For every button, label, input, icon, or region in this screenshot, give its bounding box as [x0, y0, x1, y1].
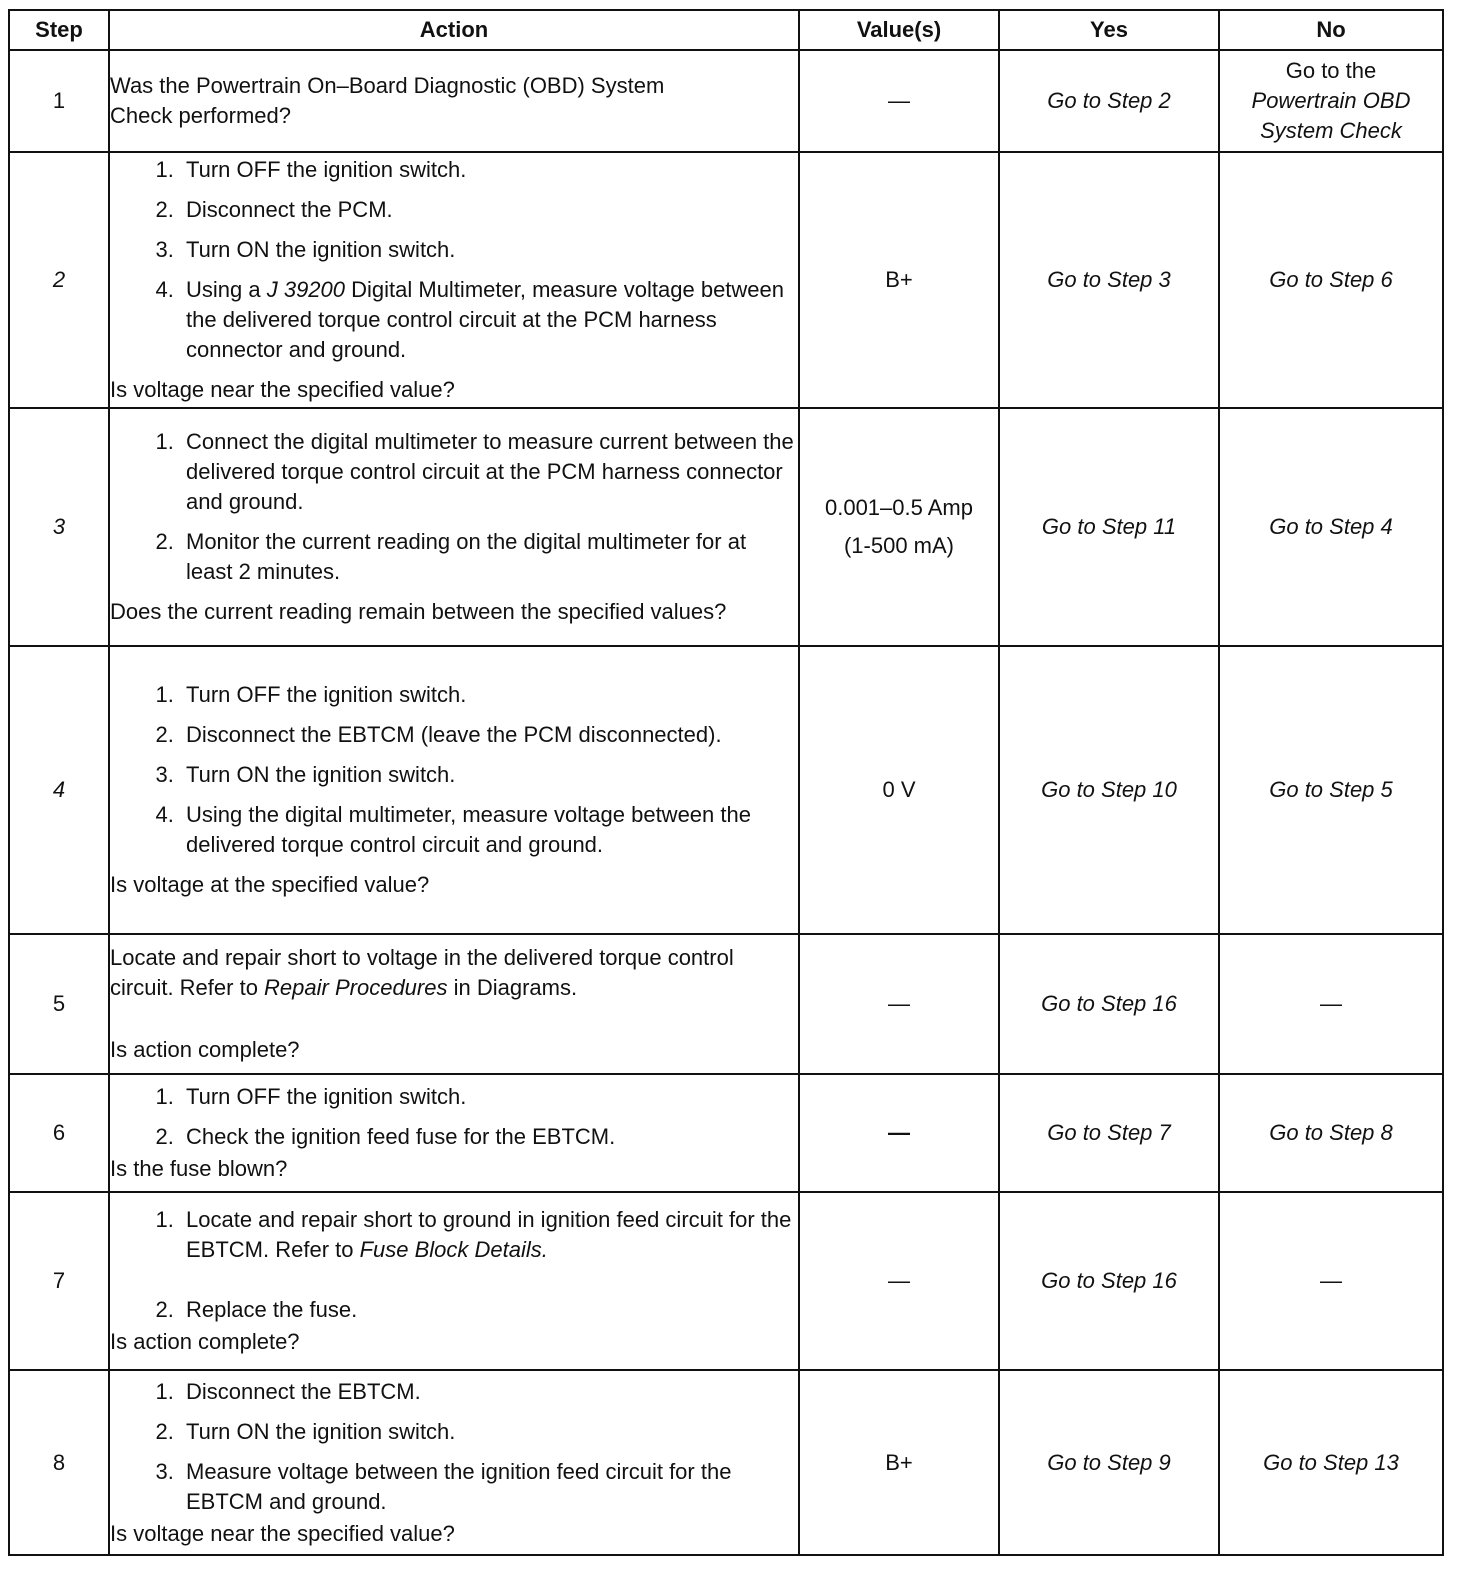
no-cell: Go to Step 6	[1219, 152, 1443, 408]
action-step: 3. Turn ON the ignition switch.	[180, 235, 798, 265]
action-step	[180, 1205, 798, 1265]
value-cell: B+	[799, 1370, 999, 1555]
action-text: Digital Multimeter, measure voltage between the delivered torque control circuit at the PCM harness connector and ground.	[186, 277, 785, 362]
action-step: 2. Turn ON the ignition switch.	[180, 1417, 798, 1447]
reference-link-text: Fuse Block Details.	[359, 1237, 548, 1262]
no-cell: Go to Step 5	[1219, 646, 1443, 934]
yes-cell: Go to Step 7	[999, 1074, 1219, 1192]
action-step: 2. Check the ignition feed fuse for the EBTCM.	[180, 1122, 798, 1152]
no-line: System Check	[1260, 118, 1402, 143]
yes-cell: Go to Step 2	[999, 50, 1219, 152]
action-step: 2. Disconnect the EBTCM (leave the PCM disconnected).	[180, 720, 798, 750]
action-step: 2. Monitor the current reading on the digital multimeter for at least 2 minutes.	[180, 527, 798, 587]
action-step: 2. Replace the fuse.	[180, 1295, 798, 1325]
action-steps	[110, 155, 798, 365]
question-text: Is action complete?	[110, 1037, 300, 1062]
header-step: Step	[9, 10, 109, 50]
table-row	[9, 934, 1443, 1074]
action-steps	[110, 427, 798, 587]
header-row	[9, 10, 1443, 50]
action-text-part: Locate and repair short to ground in ignition feed circuit for the EBTCM. Refer to	[186, 1207, 792, 1262]
value-line: (1-500 mA)	[843, 533, 955, 558]
value-cell: —	[799, 1074, 999, 1192]
question-text: Is the fuse blown?	[110, 1156, 288, 1181]
step-number: 7	[9, 1192, 109, 1370]
action-step: 1. Turn OFF the ignition switch.	[180, 1082, 798, 1112]
action-cell	[109, 646, 799, 934]
action-steps	[110, 1377, 798, 1517]
action-step: 4. Using the digital multimeter, measure voltage between the delivered torque control circuit and ground.	[180, 800, 798, 860]
step-number: 2	[9, 152, 109, 408]
yes-cell: Go to Step 16	[999, 1192, 1219, 1370]
reference-link-text: Repair Procedures	[264, 975, 448, 1000]
no-cell: Go to Step 4	[1219, 408, 1443, 646]
action-cell	[109, 152, 799, 408]
action-step: 3. Turn ON the ignition switch.	[180, 760, 798, 790]
table-row	[9, 50, 1443, 152]
table-row	[9, 646, 1443, 934]
no-line: Go to the	[1285, 58, 1377, 83]
yes-cell: Go to Step 9	[999, 1370, 1219, 1555]
table-row	[9, 1192, 1443, 1370]
no-cell: Go to Step 13	[1219, 1370, 1443, 1555]
value-cell	[799, 408, 999, 646]
no-line: Powertrain OBD	[1251, 88, 1411, 113]
action-text: Was the Powertrain On–Board Diagnostic (OBD) System Check performed?	[110, 73, 665, 128]
value-cell: —	[799, 934, 999, 1074]
step-number: 4	[9, 646, 109, 934]
action-cell	[109, 408, 799, 646]
question-text: Is action complete?	[110, 1329, 300, 1354]
value-line: 0.001–0.5 Amp	[824, 495, 973, 520]
no-cell: —	[1219, 934, 1443, 1074]
header-yes: Yes	[999, 10, 1219, 50]
step-number: 1	[9, 50, 109, 152]
action-step	[180, 275, 798, 365]
table-row	[9, 1370, 1443, 1555]
value-cell: —	[799, 1192, 999, 1370]
yes-cell: Go to Step 16	[999, 934, 1219, 1074]
step-number: 6	[9, 1074, 109, 1192]
action-text	[110, 943, 798, 1003]
no-cell: Go to Step 8	[1219, 1074, 1443, 1192]
value-cell: —	[799, 50, 999, 152]
table-row	[9, 152, 1443, 408]
action-steps	[110, 680, 798, 860]
header-no: No	[1219, 10, 1443, 50]
action-step: 2. Disconnect the PCM.	[180, 195, 798, 225]
table-row	[9, 1074, 1443, 1192]
action-text: Using a	[186, 277, 267, 302]
action-steps	[110, 1205, 798, 1325]
action-step: 1. Turn OFF the ignition switch.	[180, 155, 798, 185]
action-cell	[109, 934, 799, 1074]
action-cell	[109, 50, 799, 152]
tool-reference: J 39200	[266, 277, 346, 302]
yes-cell: Go to Step 10	[999, 646, 1219, 934]
action-steps	[110, 1082, 798, 1152]
question-text: Is voltage at the specified value?	[110, 872, 430, 897]
value-cell: 0 V	[799, 646, 999, 934]
action-step: 3. Measure voltage between the ignition feed circuit for the EBTCM and ground.	[180, 1457, 798, 1517]
step-number: 8	[9, 1370, 109, 1555]
action-cell	[109, 1370, 799, 1555]
no-cell	[1219, 50, 1443, 152]
table-row	[9, 408, 1443, 646]
action-step: 1. Disconnect the EBTCM.	[180, 1377, 798, 1407]
step-number: 5	[9, 934, 109, 1074]
question-text: Does the current reading remain between the specified values?	[110, 599, 727, 624]
action-cell	[109, 1074, 799, 1192]
header-action: Action	[109, 10, 799, 50]
action-step: 1. Turn OFF the ignition switch.	[180, 680, 798, 710]
diagnostic-table	[8, 9, 1444, 1556]
action-step: 1. Connect the digital multimeter to measure current between the delivered torque control circuit at the PCM harness connector and ground.	[180, 427, 798, 517]
step-number: 3	[9, 408, 109, 646]
value-cell: B+	[799, 152, 999, 408]
action-cell	[109, 1192, 799, 1370]
action-text-part: Locate and repair short to voltage in the delivered torque control circuit. Refer to	[110, 945, 734, 1000]
yes-cell: Go to Step 11	[999, 408, 1219, 646]
header-values: Value(s)	[799, 10, 999, 50]
yes-cell: Go to Step 3	[999, 152, 1219, 408]
question-text: Is voltage near the specified value?	[110, 377, 455, 402]
no-cell: —	[1219, 1192, 1443, 1370]
action-text-part: in Diagrams.	[447, 975, 578, 1000]
question-text: Is voltage near the specified value?	[110, 1520, 455, 1546]
